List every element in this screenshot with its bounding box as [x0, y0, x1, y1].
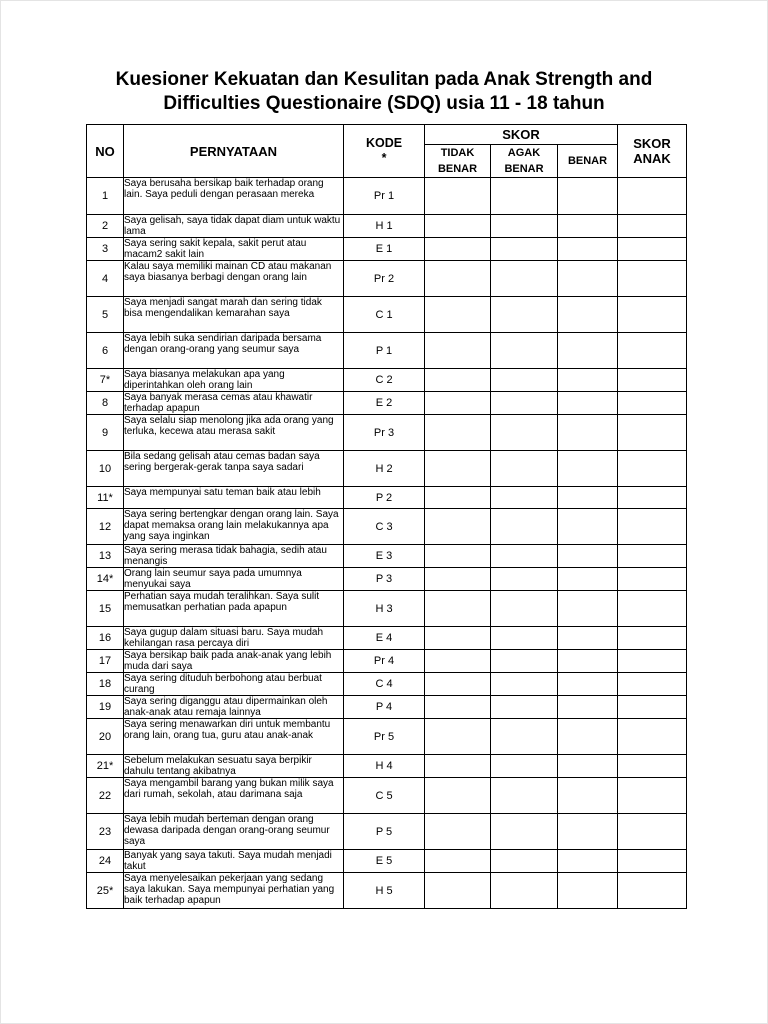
- score-tidak-benar-cell[interactable]: [425, 778, 491, 814]
- row-number: 12: [87, 509, 124, 545]
- row-statement: Saya lebih suka sendirian daripada bersama dengan orang-orang yang seumur saya: [124, 333, 344, 369]
- table-row: [87, 369, 687, 392]
- row-number: 16: [87, 627, 124, 650]
- score-tidak-benar-cell[interactable]: [425, 591, 491, 627]
- row-statement: Sebelum melakukan sesuatu saya berpikir dahulu tentang akibatnya: [124, 755, 344, 778]
- score-benar-cell[interactable]: [558, 650, 618, 673]
- row-kode: E 4: [344, 627, 425, 650]
- row-statement: Saya sering sakit kepala, sakit perut atau macam2 sakit lain: [124, 238, 344, 261]
- row-number: 2: [87, 215, 124, 238]
- row-number: 14*: [87, 568, 124, 591]
- row-number: 1: [87, 178, 124, 215]
- score-agak-benar-cell[interactable]: [491, 591, 558, 627]
- score-agak-benar-cell[interactable]: [491, 333, 558, 369]
- skor-anak-cell[interactable]: [618, 696, 687, 719]
- table-row: [87, 261, 687, 297]
- row-kode: Pr 4: [344, 650, 425, 673]
- row-number: 23: [87, 814, 124, 850]
- row-number: 22: [87, 778, 124, 814]
- skor-anak-cell[interactable]: [618, 568, 687, 591]
- score-tidak-benar-cell[interactable]: [425, 755, 491, 778]
- table-row: [87, 814, 687, 850]
- score-agak-benar-cell[interactable]: [491, 627, 558, 650]
- score-tidak-benar-cell[interactable]: [425, 627, 491, 650]
- score-agak-benar-cell[interactable]: [491, 873, 558, 909]
- table-row: [87, 545, 687, 568]
- score-agak-benar-cell[interactable]: [491, 178, 558, 215]
- table-row: [87, 719, 687, 755]
- row-number: 10: [87, 451, 124, 487]
- row-statement: Saya berusaha bersikap baik terhadap orang lain. Saya peduli dengan perasaan mereka: [124, 178, 344, 215]
- score-tidak-benar-cell[interactable]: [425, 696, 491, 719]
- row-number: 6: [87, 333, 124, 369]
- row-kode: P 5: [344, 814, 425, 850]
- score-benar-cell[interactable]: [558, 755, 618, 778]
- score-agak-benar-cell[interactable]: [491, 415, 558, 451]
- table-row: [87, 451, 687, 487]
- row-kode: E 5: [344, 850, 425, 873]
- header-skor-anak: [618, 125, 687, 178]
- row-kode: P 1: [344, 333, 425, 369]
- row-statement: Saya mengambil barang yang bukan milik saya dari rumah, sekolah, atau darimana saja: [124, 778, 344, 814]
- table-row: [87, 850, 687, 873]
- score-benar-cell[interactable]: [558, 873, 618, 909]
- score-tidak-benar-cell[interactable]: [425, 238, 491, 261]
- score-benar-cell[interactable]: [558, 238, 618, 261]
- score-tidak-benar-cell[interactable]: [425, 297, 491, 333]
- score-agak-benar-cell[interactable]: [491, 238, 558, 261]
- row-number: 18: [87, 673, 124, 696]
- row-kode: C 3: [344, 509, 425, 545]
- table-row: [87, 178, 687, 215]
- score-tidak-benar-cell[interactable]: [425, 850, 491, 873]
- row-kode: C 2: [344, 369, 425, 392]
- row-statement: Saya sering diganggu atau dipermainkan oleh anak-anak atau remaja lainnya: [124, 696, 344, 719]
- row-kode: P 4: [344, 696, 425, 719]
- row-kode: H 1: [344, 215, 425, 238]
- table-row: [87, 392, 687, 415]
- table-row: [87, 755, 687, 778]
- score-agak-benar-cell[interactable]: [491, 850, 558, 873]
- score-tidak-benar-cell[interactable]: [425, 392, 491, 415]
- header-skor: SKOR: [425, 125, 618, 145]
- row-kode: E 1: [344, 238, 425, 261]
- score-benar-cell[interactable]: [558, 591, 618, 627]
- score-tidak-benar-cell[interactable]: [425, 545, 491, 568]
- row-number: 13: [87, 545, 124, 568]
- score-agak-benar-cell[interactable]: [491, 755, 558, 778]
- row-kode: Pr 1: [344, 178, 425, 215]
- score-benar-cell[interactable]: [558, 178, 618, 215]
- row-number: 4: [87, 261, 124, 297]
- skor-anak-cell[interactable]: [618, 487, 687, 509]
- questionnaire-rows: [87, 178, 687, 909]
- row-number: 21*: [87, 755, 124, 778]
- score-benar-cell[interactable]: [558, 719, 618, 755]
- score-benar-cell[interactable]: [558, 778, 618, 814]
- row-statement: Saya sering dituduh berbohong atau berbuat curang: [124, 673, 344, 696]
- row-number: 19: [87, 696, 124, 719]
- row-number: 3: [87, 238, 124, 261]
- score-tidak-benar-cell[interactable]: [425, 873, 491, 909]
- skor-anak-cell[interactable]: [618, 673, 687, 696]
- score-benar-cell[interactable]: [558, 369, 618, 392]
- skor-anak-cell[interactable]: [618, 850, 687, 873]
- skor-anak-cell[interactable]: [618, 238, 687, 261]
- row-number: 20: [87, 719, 124, 755]
- score-tidak-benar-cell[interactable]: [425, 369, 491, 392]
- row-kode: C 4: [344, 673, 425, 696]
- score-benar-cell[interactable]: [558, 261, 618, 297]
- row-statement: Saya sering bertengkar dengan orang lain. Saya dapat memaksa orang lain melakukannya apa yang saya inginkan: [124, 509, 344, 545]
- score-agak-benar-cell[interactable]: [491, 451, 558, 487]
- skor-anak-cell[interactable]: [618, 215, 687, 238]
- skor-anak-cell[interactable]: [618, 755, 687, 778]
- row-kode: E 2: [344, 392, 425, 415]
- header-tidak-benar-line-1: TIDAK: [440, 147, 475, 159]
- table-row: [87, 238, 687, 261]
- score-benar-cell[interactable]: [558, 850, 618, 873]
- row-statement: Bila sedang gelisah atau cemas badan saya sering bergerak-gerak tanpa saya sadari: [124, 451, 344, 487]
- row-number: 24: [87, 850, 124, 873]
- score-tidak-benar-cell[interactable]: [425, 333, 491, 369]
- skor-anak-cell[interactable]: [618, 650, 687, 673]
- table-row: [87, 673, 687, 696]
- score-agak-benar-cell[interactable]: [491, 778, 558, 814]
- header-agak-benar-line-1: AGAK: [507, 147, 541, 159]
- table-row: [87, 650, 687, 673]
- skor-anak-cell[interactable]: [618, 873, 687, 909]
- score-tidak-benar-cell[interactable]: [425, 719, 491, 755]
- score-agak-benar-cell[interactable]: [491, 545, 558, 568]
- row-statement: Saya bersikap baik pada anak-anak yang lebih muda dari saya: [124, 650, 344, 673]
- row-kode: P 3: [344, 568, 425, 591]
- score-benar-cell[interactable]: [558, 297, 618, 333]
- score-agak-benar-cell[interactable]: [491, 215, 558, 238]
- score-agak-benar-cell[interactable]: [491, 696, 558, 719]
- row-kode: Pr 3: [344, 415, 425, 451]
- row-kode: H 4: [344, 755, 425, 778]
- row-kode: E 3: [344, 545, 425, 568]
- row-kode: Pr 2: [344, 261, 425, 297]
- header-kode-line-2: *: [381, 151, 387, 165]
- score-agak-benar-cell[interactable]: [491, 369, 558, 392]
- row-kode: C 1: [344, 297, 425, 333]
- score-tidak-benar-cell[interactable]: [425, 178, 491, 215]
- row-statement: Orang lain seumur saya pada umumnya menyukai saya: [124, 568, 344, 591]
- row-statement: Banyak yang saya takuti. Saya mudah menjadi takut: [124, 850, 344, 873]
- score-benar-cell[interactable]: [558, 814, 618, 850]
- row-kode: H 3: [344, 591, 425, 627]
- skor-anak-cell[interactable]: [618, 415, 687, 451]
- score-benar-cell[interactable]: [558, 415, 618, 451]
- table-row: [87, 873, 687, 909]
- score-benar-cell[interactable]: [558, 545, 618, 568]
- skor-anak-cell[interactable]: [618, 545, 687, 568]
- score-tidak-benar-cell[interactable]: [425, 215, 491, 238]
- table-row: [87, 415, 687, 451]
- skor-anak-cell[interactable]: [618, 719, 687, 755]
- table-row: [87, 568, 687, 591]
- header-agak-benar: [491, 145, 558, 178]
- row-statement: Kalau saya memiliki mainan CD atau makanan saya biasanya berbagi dengan orang lain: [124, 261, 344, 297]
- table-row: [87, 696, 687, 719]
- row-number: 15: [87, 591, 124, 627]
- row-number: 11*: [87, 487, 124, 509]
- skor-anak-cell[interactable]: [618, 261, 687, 297]
- header-tidak-benar-line-2: BENAR: [437, 163, 478, 175]
- skor-anak-cell[interactable]: [618, 814, 687, 850]
- table-row: [87, 215, 687, 238]
- row-statement: Saya menyelesaikan pekerjaan yang sedang saya lakukan. Saya mempunyai perhatian yang baik terhadap apapun: [124, 873, 344, 909]
- skor-anak-cell[interactable]: [618, 297, 687, 333]
- row-statement: Saya selalu siap menolong jika ada orang yang terluka, kecewa atau merasa sakit: [124, 415, 344, 451]
- score-benar-cell[interactable]: [558, 673, 618, 696]
- header-tidak-benar: [425, 145, 491, 178]
- title-line-1: Kuesioner Kekuatan dan Kesulitan pada Anak Strength and: [115, 69, 653, 90]
- score-agak-benar-cell[interactable]: [491, 297, 558, 333]
- table-row: [87, 487, 687, 509]
- score-agak-benar-cell[interactable]: [491, 814, 558, 850]
- score-tidak-benar-cell[interactable]: [425, 568, 491, 591]
- row-statement: Saya gelisah, saya tidak dapat diam untuk waktu lama: [124, 215, 344, 238]
- table-row: [87, 778, 687, 814]
- score-benar-cell[interactable]: [558, 696, 618, 719]
- skor-anak-cell[interactable]: [618, 451, 687, 487]
- score-tidak-benar-cell[interactable]: [425, 509, 491, 545]
- score-tidak-benar-cell[interactable]: [425, 650, 491, 673]
- row-statement: Perhatian saya mudah teralihkan. Saya sulit memusatkan perhatian pada apapun: [124, 591, 344, 627]
- header-benar: BENAR: [558, 145, 618, 178]
- row-number: 8: [87, 392, 124, 415]
- header-skor-anak-line-1: SKOR: [633, 136, 671, 151]
- row-statement: Saya sering menawarkan diri untuk membantu orang lain, orang tua, guru atau anak-anak: [124, 719, 344, 755]
- row-kode: H 2: [344, 451, 425, 487]
- score-benar-cell[interactable]: [558, 509, 618, 545]
- score-agak-benar-cell[interactable]: [491, 650, 558, 673]
- skor-anak-cell[interactable]: [618, 392, 687, 415]
- header-kode: [344, 125, 425, 178]
- skor-anak-cell[interactable]: [618, 509, 687, 545]
- table-row: [87, 509, 687, 545]
- header-kode-line-1: KODE: [365, 136, 403, 150]
- skor-anak-cell[interactable]: [618, 627, 687, 650]
- score-agak-benar-cell[interactable]: [491, 509, 558, 545]
- score-agak-benar-cell[interactable]: [491, 392, 558, 415]
- score-tidak-benar-cell[interactable]: [425, 673, 491, 696]
- table-row: [87, 297, 687, 333]
- score-tidak-benar-cell[interactable]: [425, 415, 491, 451]
- row-statement: Saya mempunyai satu teman baik atau lebih: [124, 487, 344, 509]
- row-statement: Saya sering merasa tidak bahagia, sedih atau menangis: [124, 545, 344, 568]
- score-tidak-benar-cell[interactable]: [425, 451, 491, 487]
- row-statement: Saya menjadi sangat marah dan sering tidak bisa mengendalikan kemarahan saya: [124, 297, 344, 333]
- score-tidak-benar-cell[interactable]: [425, 261, 491, 297]
- score-benar-cell[interactable]: [558, 392, 618, 415]
- questionnaire-table: [86, 124, 687, 909]
- skor-anak-cell[interactable]: [618, 778, 687, 814]
- score-agak-benar-cell[interactable]: [491, 719, 558, 755]
- score-agak-benar-cell[interactable]: [491, 487, 558, 509]
- header-skor-anak-line-2: ANAK: [633, 151, 671, 166]
- header-no: NO: [87, 125, 124, 178]
- score-tidak-benar-cell[interactable]: [425, 814, 491, 850]
- header-pernyataan: PERNYATAAN: [124, 125, 344, 178]
- row-kode: C 5: [344, 778, 425, 814]
- row-kode: Pr 5: [344, 719, 425, 755]
- table-row: [87, 591, 687, 627]
- row-statement: Saya biasanya melakukan apa yang diperintahkan oleh orang lain: [124, 369, 344, 392]
- row-number: 9: [87, 415, 124, 451]
- skor-anak-cell[interactable]: [618, 178, 687, 215]
- row-number: 17: [87, 650, 124, 673]
- title-line-2: Difficulties Questionaire (SDQ) usia 11 - 18 tahun: [163, 93, 605, 114]
- row-statement: Saya lebih mudah berteman dengan orang dewasa daripada dengan orang-orang seumur saya: [124, 814, 344, 850]
- row-kode: P 2: [344, 487, 425, 509]
- score-agak-benar-cell[interactable]: [491, 673, 558, 696]
- row-number: 25*: [87, 873, 124, 909]
- score-benar-cell[interactable]: [558, 568, 618, 591]
- score-agak-benar-cell[interactable]: [491, 568, 558, 591]
- table-row: [87, 333, 687, 369]
- header-agak-benar-line-2: BENAR: [504, 163, 544, 175]
- skor-anak-cell[interactable]: [618, 333, 687, 369]
- skor-anak-cell[interactable]: [618, 591, 687, 627]
- score-benar-cell[interactable]: [558, 333, 618, 369]
- score-tidak-benar-cell[interactable]: [425, 487, 491, 509]
- score-benar-cell[interactable]: [558, 487, 618, 509]
- page-title: [0, 68, 768, 116]
- row-number: 5: [87, 297, 124, 333]
- skor-anak-cell[interactable]: [618, 369, 687, 392]
- score-agak-benar-cell[interactable]: [491, 261, 558, 297]
- row-number: 7*: [87, 369, 124, 392]
- score-benar-cell[interactable]: [558, 451, 618, 487]
- row-statement: Saya gugup dalam situasi baru. Saya mudah kehilangan rasa percaya diri: [124, 627, 344, 650]
- score-benar-cell[interactable]: [558, 627, 618, 650]
- score-benar-cell[interactable]: [558, 215, 618, 238]
- row-kode: H 5: [344, 873, 425, 909]
- row-statement: Saya banyak merasa cemas atau khawatir terhadap apapun: [124, 392, 344, 415]
- table-row: [87, 627, 687, 650]
